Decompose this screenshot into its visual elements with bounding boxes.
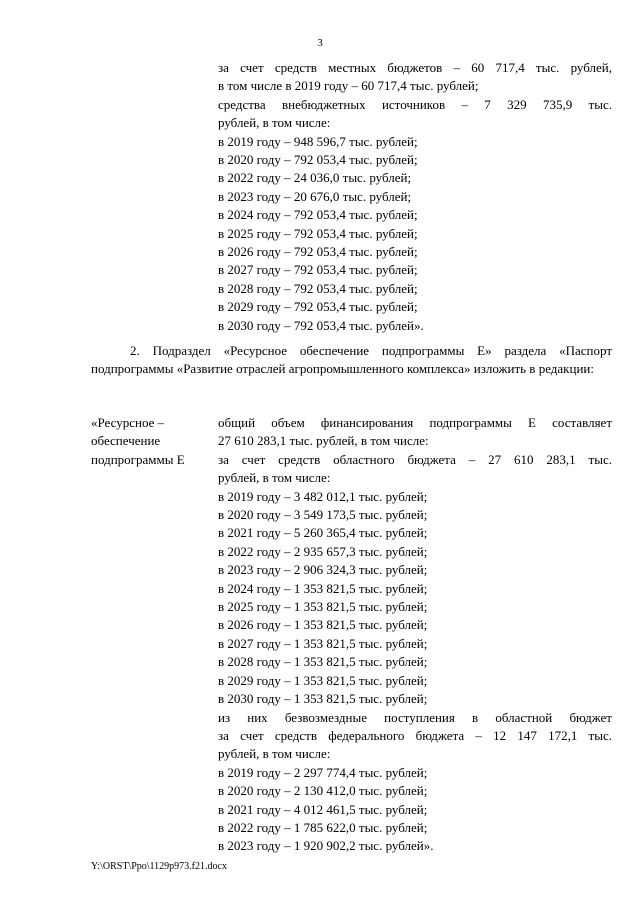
text-line: в 2025 году – 1 353 821,5 тыс. рублей; (218, 599, 428, 615)
table-content-column (218, 414, 612, 856)
section-2-paragraph (91, 342, 612, 379)
page-number: 3 (317, 37, 323, 49)
text-line: в 2022 году – 2 935 657,3 тыс. рублей; (218, 543, 428, 559)
text-line: из них безвозмездные поступления в областной бюджет (218, 709, 612, 725)
text-line: в 2028 году – 1 353 821,5 тыс. рублей; (218, 654, 428, 670)
text-line: в 2024 году – 792 053,4 тыс. рублей; (218, 207, 418, 223)
text-line: за счет средств областного бюджета – 27 610 283,1 тыс. (218, 451, 612, 467)
text-line: в 2023 году – 2 906 324,3 тыс. рублей; (218, 562, 428, 578)
text-line: рублей, в том числе: (218, 746, 331, 762)
label-line: «Ресурсное – (91, 415, 165, 430)
text-line: в 2029 году – 792 053,4 тыс. рублей; (218, 299, 418, 315)
text-line: 27 610 283,1 тыс. рублей, в том числе: (218, 433, 429, 449)
text-line: в 2024 году – 1 353 821,5 тыс. рублей; (218, 580, 428, 596)
text-line: в 2030 году – 792 053,4 тыс. рублей». (218, 317, 424, 333)
text-line: в 2019 году – 948 596,7 тыс. рублей; (218, 133, 418, 149)
label-line: обеспечение (91, 433, 161, 449)
text-line: в 2019 году – 3 482 012,1 тыс. рублей; (218, 488, 428, 504)
text-line: в 2022 году – 24 036,0 тыс. рублей; (218, 170, 412, 186)
text-line: рублей, в том числе: (218, 470, 331, 486)
text-line: в 2025 году – 792 053,4 тыс. рублей; (218, 225, 418, 241)
text-line: в 2020 году – 3 549 173,5 тыс. рублей; (218, 507, 428, 523)
text-line: в 2030 году – 1 353 821,5 тыс. рублей; (218, 691, 428, 707)
text-line: за счет средств местных бюджетов – 60 717,4 тыс. рублей, (218, 60, 612, 75)
table-label-column (91, 414, 211, 469)
text-line: в 2028 году – 792 053,4 тыс. рублей; (218, 280, 418, 296)
text-line: в 2022 году – 1 785 622,0 тыс. рублей; (218, 819, 428, 835)
file-path-footer: Y:\ORST\Ppo\1129p973.f21.docx (91, 861, 227, 872)
text-line: в том числе в 2019 году – 60 717,4 тыс. рублей; (218, 78, 479, 94)
text-line: в 2023 году – 20 676,0 тыс. рублей; (218, 188, 412, 204)
text-line: в 2020 году – 792 053,4 тыс. рублей; (218, 152, 418, 168)
text-line: в 2027 году – 1 353 821,5 тыс. рублей; (218, 635, 428, 651)
text-line: общий объем финансирования подпрограммы Е составляет (218, 415, 612, 430)
text-line: в 2026 году – 792 053,4 тыс. рублей; (218, 244, 418, 260)
text-line: в 2029 году – 1 353 821,5 тыс. рублей; (218, 672, 428, 688)
text-line: в 2023 году – 1 920 902,2 тыс. рублей». (218, 838, 434, 854)
text-line: в 2021 году – 4 012 461,5 тыс. рублей; (218, 801, 428, 817)
text-line: в 2020 году – 2 130 412,0 тыс. рублей; (218, 783, 428, 799)
text-line: в 2021 году – 5 260 365,4 тыс. рублей; (218, 525, 428, 541)
text-line: в 2027 году – 792 053,4 тыс. рублей; (218, 262, 418, 278)
top-funding-block (218, 59, 612, 335)
paragraph-text: 2. Подраздел «Ресурсное обеспечение подпрограммы Е» раздела «Паспорт подпрограммы «Развитие отраслей агропромышленного комплекса» изложить в редакции: (91, 343, 612, 377)
text-line: рублей, в том числе: (218, 115, 331, 131)
text-line: в 2026 году – 1 353 821,5 тыс. рублей; (218, 617, 428, 633)
text-line: в 2019 году – 2 297 774,4 тыс. рублей; (218, 764, 428, 780)
text-line: средства внебюджетных источников – 7 329 735,9 тыс. (218, 96, 612, 112)
label-line: подпрограммы Е (91, 451, 185, 467)
text-line: за счет средств федерального бюджета – 12 147 172,1 тыс. (218, 727, 612, 743)
